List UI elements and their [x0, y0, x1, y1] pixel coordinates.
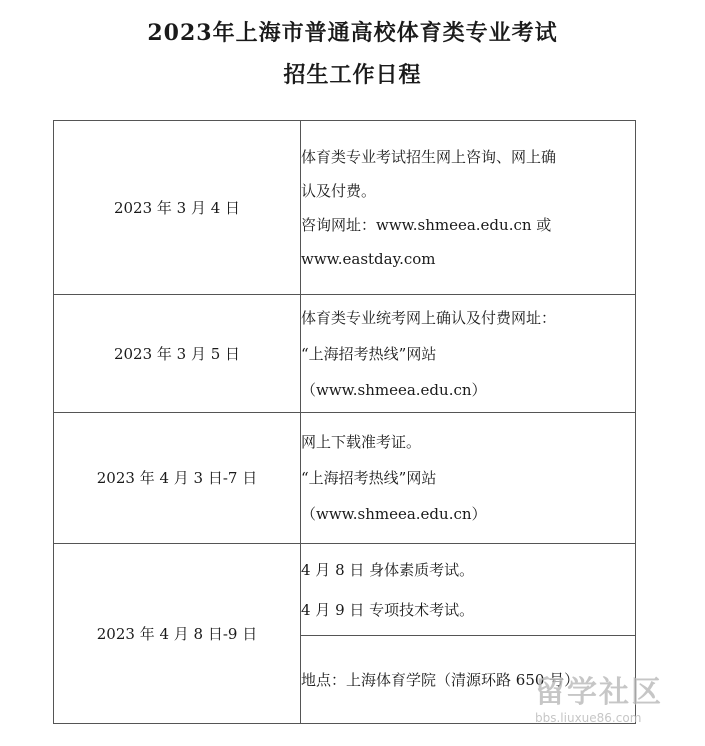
info-line: “上海招考热线”网站 [301, 344, 437, 363]
table-row [54, 413, 636, 544]
info-line: 体育类专业考试招生网上咨询、网上确 [301, 147, 557, 166]
info-line: “上海招考热线”网站 [301, 469, 437, 487]
table-row [54, 544, 636, 636]
info-line: 体育类专业统考网上确认及付费网址： [301, 308, 557, 327]
table-row [54, 121, 636, 295]
watermark-url: bbs.liuxue86.com [535, 711, 642, 725]
schedule-date-cell: 2023 年 3 月 4 日 [54, 121, 301, 295]
schedule-info-cell [301, 121, 636, 295]
site-watermark [535, 676, 695, 736]
info-line: （www.shmeea.edu.cn） [301, 380, 487, 399]
info-line: （www.shmeea.edu.cn） [301, 505, 487, 523]
schedule-table [53, 120, 636, 724]
info-line: 4 月 9 日 专项技术考试。 [301, 600, 475, 619]
schedule-date-cell: 2023 年 4 月 3 日-7 日 [54, 413, 301, 544]
schedule-date-cell: 2023 年 3 月 5 日 [54, 295, 301, 413]
schedule-info-cell [301, 544, 636, 636]
info-line: www.eastday.com [301, 249, 436, 268]
info-line: 4 月 8 日 身体素质考试。 [301, 560, 475, 579]
schedule-info-cell [301, 295, 636, 413]
document-title-line1: 2023年上海市普通高校体育类专业考试 [147, 20, 558, 46]
table-row [54, 295, 636, 413]
schedule-date-cell: 2023 年 4 月 8 日-9 日 [54, 544, 301, 724]
watermark-logo-text: 留学社区 [535, 675, 663, 710]
info-line: 认及付费。 [301, 181, 377, 200]
document-title-line2: 招生工作日程 [283, 62, 422, 88]
schedule-info-cell [301, 413, 636, 544]
info-line: 网上下载准考证。 [301, 433, 422, 451]
info-line: 咨询网址：www.shmeea.edu.cn 或 [301, 215, 552, 234]
location-line: 地点：上海体育学院（清源环路 650 号） [301, 670, 580, 689]
